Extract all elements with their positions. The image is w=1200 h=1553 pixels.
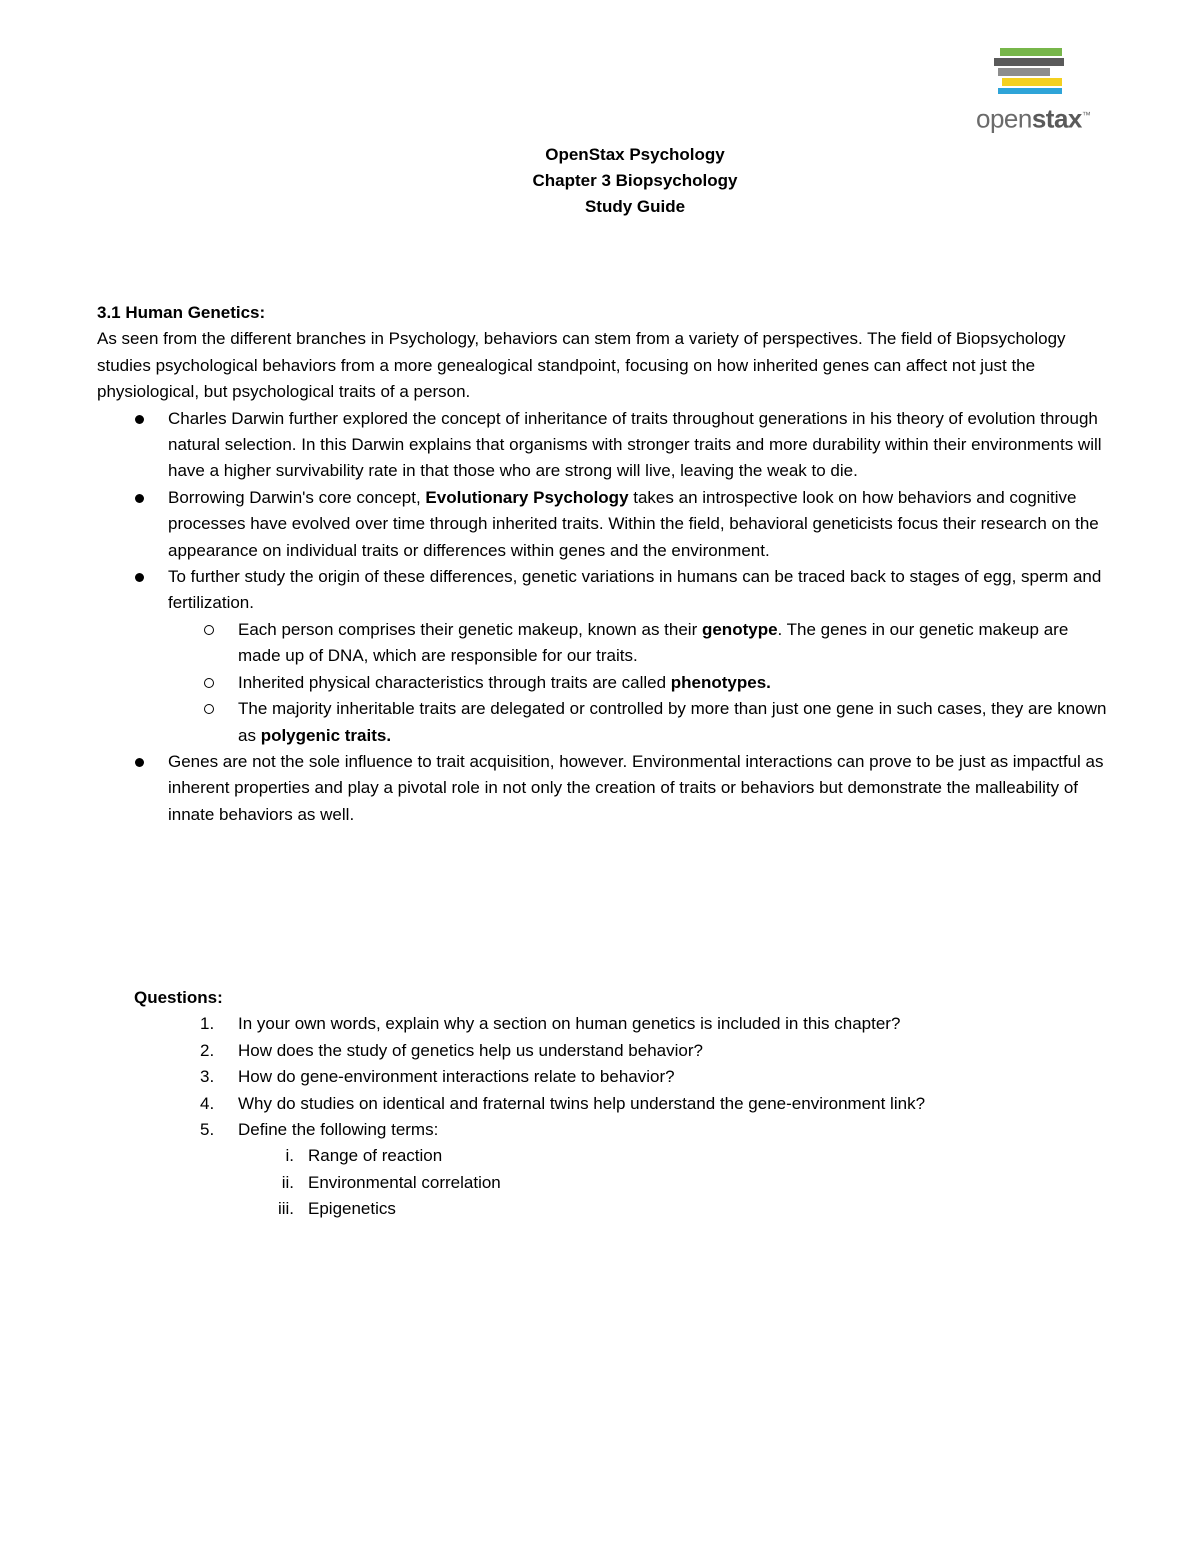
list-item [97,564,1107,749]
circle-bullet-icon [204,678,214,688]
question-number: 3. [200,1067,215,1087]
question-number: 4. [200,1093,215,1113]
section-content [97,300,1107,828]
circle-bullet-icon [204,625,214,635]
question-number: 2. [200,1040,215,1060]
term-item [134,1196,1094,1222]
question-item [134,1091,1094,1117]
logo-bar-green [1000,48,1062,56]
logo-bars-icon [992,48,1070,94]
question-item [134,1038,1094,1064]
logo-bar-blue [998,88,1062,94]
questions-section [134,985,1094,1223]
question-number: 5. [200,1120,215,1140]
term-number: ii. [281,1172,294,1192]
logo-trademark: ™ [1081,110,1091,120]
bullet-text: Genes are not the sole influence to trait acquisition, however. Environmental interactions can prove to be just as impactful as inherent properties and play a pivotal role in not only the creation of traits or behaviors but demonstrate the malleability of innate behaviors as well. [168,751,1104,824]
bullet-list [97,406,1107,829]
sub-text-pre: Inherited physical characteristics through traits are called [238,672,671,692]
sub-bullet-list [168,617,1107,749]
sub-text-post: . The genes in our genetic makeup are made up of DNA, which are responsible for our traits. [238,619,1069,666]
logo-bar-yellow [1002,78,1062,86]
term-text: Epigenetics [308,1199,396,1219]
bullet-icon [135,758,144,767]
term-phenotypes: phenotypes. [670,672,771,692]
question-text: Define the following terms: [238,1120,439,1140]
title-line-3: Study Guide [584,197,686,216]
bullet-icon [135,573,144,582]
title-line-2: Chapter 3 Biopsychology [532,171,738,190]
terms-list [134,1143,1094,1222]
logo-bar-gray [998,68,1050,76]
questions-heading: Questions: [134,988,223,1007]
list-item [97,485,1107,564]
logo-bar-dark [994,58,1064,66]
logo-wordmark [976,100,1090,134]
sub-text-pre: Each person comprises their genetic makeup, known as their [238,619,702,639]
term-polygenic-traits: polygenic traits. [260,725,392,745]
term-text: Environmental correlation [308,1172,501,1192]
section-intro: As seen from the different branches in Psychology, behaviors can stem from a variety of perspectives. The field of Biopsychology studies psychological behaviors from a more genealogical standpoint, focusing on how inherited genes can affect not just the physiological, but psychological traits of a person. [97,329,1066,402]
bullet-text-pre: Borrowing Darwin's core concept, [168,487,426,507]
question-text: How do gene-environment interactions relate to behavior? [238,1067,675,1087]
list-item [97,749,1107,828]
term-text: Range of reaction [308,1146,443,1166]
question-text: How does the study of genetics help us understand behavior? [238,1040,703,1060]
logo-text-regular: open [976,103,1032,134]
term-item [134,1143,1094,1169]
term-evolutionary-psychology: Evolutionary Psychology [425,487,629,507]
document-title [0,142,1200,220]
openstax-logo [976,48,1106,132]
bullet-text-post: takes an introspective look on how behaviors and cognitive processes have evolved over time through inherited traits. Within the field, behavioral geneticists focus their research on the appearance on individual traits or differences within genes and the environment. [168,487,1099,560]
bullet-icon [135,494,144,503]
question-item [134,1011,1094,1037]
title-line-1: OpenStax Psychology [545,145,725,164]
section-heading: 3.1 Human Genetics: [97,303,266,322]
question-item [134,1117,1094,1143]
term-number: i. [285,1146,294,1166]
sub-text-pre: The majority inheritable traits are delegated or controlled by more than just one gene in such cases, they are known as [238,699,1107,745]
bullet-icon [135,415,144,424]
bullet-text: Charles Darwin further explored the concept of inheritance of traits throughout generations in his theory of evolution through natural selection. In this Darwin explains that organisms with stronger traits and more durability within their environments will have a higher survivability rate in that those who are strong will live, leaving the weak to die. [168,408,1102,481]
sub-list-item [168,696,1107,749]
circle-bullet-icon [204,704,214,714]
sub-list-item [168,617,1107,670]
question-text: Why do studies on identical and fraternal twins help understand the gene-environment link? [238,1093,926,1113]
question-item [134,1064,1094,1090]
term-item [134,1170,1094,1196]
question-list [134,1011,1094,1143]
question-number: 1. [200,1014,215,1034]
question-text: In your own words, explain why a section on human genetics is included in this chapter? [238,1014,901,1034]
sub-list-item [168,670,1107,696]
logo-text-bold: stax [1031,103,1082,134]
bullet-text: To further study the origin of these differences, genetic variations in humans can be traced back to stages of egg, sperm and fertilization. [168,567,1102,613]
term-genotype: genotype [701,619,778,639]
list-item [97,406,1107,485]
term-number: iii. [277,1199,294,1219]
